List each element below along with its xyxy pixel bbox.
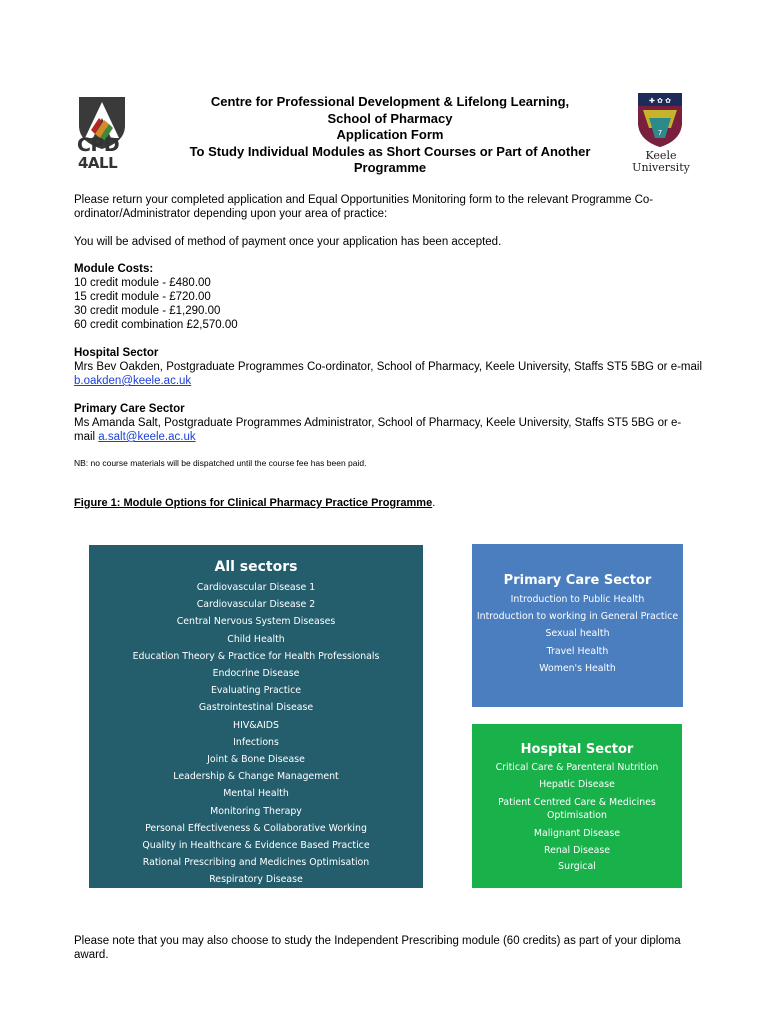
cost-item: 10 credit module - £480.00 [74,277,211,289]
hospital-contact-text: Mrs Bev Oakden, Postgraduate Programmes Co-ordinator, School of Pharmacy, Keele University, Staffs ST5 5BG or e-mail [74,361,702,373]
module-item: Mental Health [223,788,289,800]
payment-note: You will be advised of method of payment once your application has been accepted. [74,236,502,248]
hospital-email-link[interactable]: b.oakden@keele.ac.uk [74,375,192,387]
module-item: Women's Health [539,662,616,674]
hospital-sector-title: Hospital Sector [520,742,634,757]
module-item: Evaluating Practice [210,685,302,697]
all-sectors-title: All sectors [214,559,298,575]
header-line-2: School of Pharmacy [327,110,453,126]
primary-care-sector-box [472,544,683,707]
module-item: Cardiovascular Disease 1 [196,582,316,593]
return-instructions: Please return your completed application and Equal Opportunities Monitoring form to the relevant Programme Co-ordinator/Administrator depending upon your area of practice: [74,194,654,220]
module-item: Personal Effectiveness & Collaborative Working [145,822,367,834]
hospital-sector-box [472,724,682,888]
primary-email-link[interactable]: a.salt@keele.ac.uk [98,431,196,443]
module-item: Sexual health [545,628,610,640]
cost-item: 30 credit module - £1,290.00 [74,305,221,317]
module-item: Child Health [227,633,285,645]
module-costs [74,262,702,332]
primary-contact-heading: Primary Care Sector [74,403,185,415]
nb-note: NB: no course materials will be dispatched until the course fee has been paid. [74,458,367,468]
module-item: Rational Prescribing and Medicines Optimisation [142,857,370,869]
module-item: Gastrointestinal Disease [198,702,314,714]
module-item: Education Theory & Practice for Health Professionals [132,650,380,662]
primary-contact-text: Ms Amanda Salt, Postgraduate Programmes Administrator, School of Pharmacy, Keele University, Staffs ST5 5BG or e-mail [74,417,682,443]
module-item: Infections [233,736,279,748]
footer-note: Please note that you may also choose to study the Independent Prescribing module (60 credits) as part of your diploma award. [74,935,681,961]
svg-text:7: 7 [657,129,663,137]
hospital-contact [74,346,702,388]
module-item: Hepatic Disease [539,778,615,790]
primary-sector-title: Primary Care Sector [503,573,652,588]
module-item: Leadership & Change Management [173,771,339,783]
module-item: Travel Health [546,645,609,657]
header-line-1: Centre for Professional Development & Lifelong Learning, [210,94,570,109]
module-item: Patient Centred Care & Medicines Optimisation [498,797,656,821]
module-item: Respiratory Disease [209,874,303,886]
module-item: Introduction to Public Health [510,594,645,605]
cpd4all-logo [74,94,130,176]
figure-caption: Figure 1: Module Options for Clinical Pharmacy Practice Programme [74,497,433,509]
cost-item: 15 credit module - £720.00 [74,291,211,303]
hospital-contact-heading: Hospital Sector [74,347,159,359]
figure-caption-wrap [74,497,435,509]
module-costs-heading: Module Costs: [74,263,154,275]
module-item: Quality in Healthcare & Evidence Based Practice [142,840,370,852]
module-item: Critical Care & Parenteral Nutrition [495,762,659,773]
module-item: HIV&AIDS [233,719,279,731]
module-item: Surgical [558,861,596,872]
cpd-logo-line1: CPD [77,134,120,156]
all-sectors-box [89,545,423,888]
header-line-3: Application Form [336,127,444,142]
header-line-4: To Study Individual Modules as Short Courses or Part of Another Programme [189,143,591,175]
module-item: Introduction to working in General Practice [476,611,679,623]
keele-logo-line1: Keele [645,149,677,162]
keele-logo [632,92,692,176]
document-header [160,94,620,177]
keele-logo-line2: University [632,161,690,174]
cost-item: 60 credit combination £2,570.00 [74,319,238,331]
module-item: Cardiovascular Disease 2 [196,599,316,611]
module-item: Renal Disease [543,844,610,856]
keele-crest-icon [637,92,683,148]
cpd-logo-line2: 4ALL [78,154,118,172]
module-item: Endocrine Disease [212,668,300,680]
module-item: Malignant Disease [533,828,621,839]
primary-contact [74,402,702,444]
figure-caption-suffix: . [432,497,436,509]
module-item: Monitoring Therapy [210,805,302,817]
module-item: Central Nervous System Diseases [176,616,336,628]
svg-text:✚ ✿ ✿: ✚ ✿ ✿ [648,97,672,105]
module-item: Joint & Bone Disease [207,754,305,766]
